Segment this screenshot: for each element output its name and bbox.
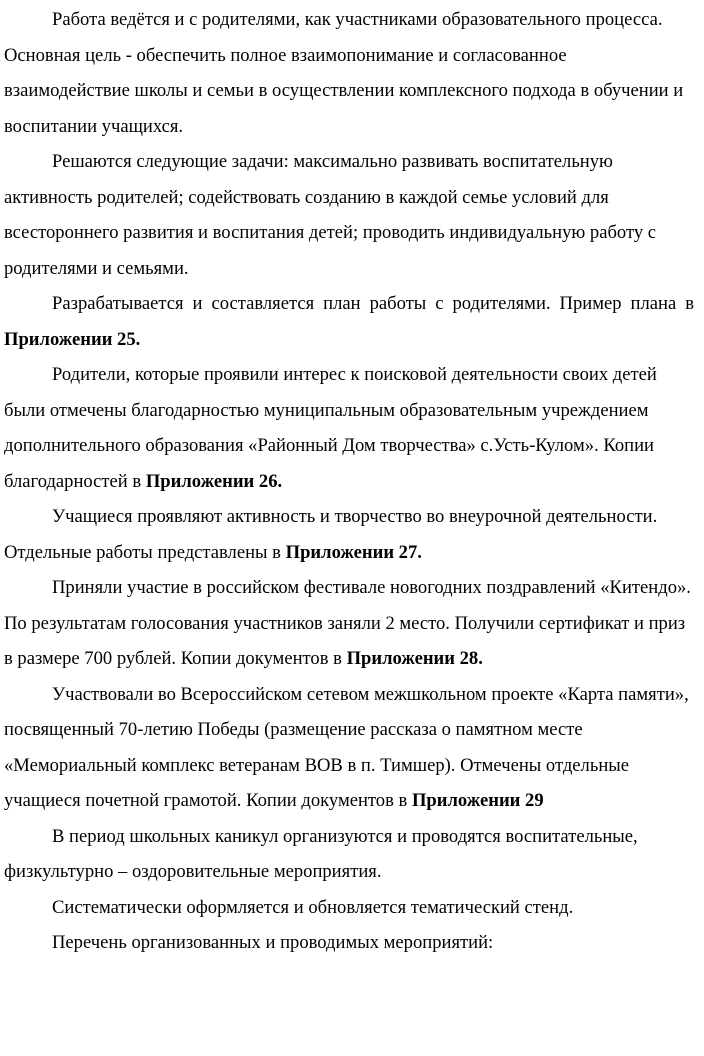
paragraph-events-list (4, 925, 694, 961)
paragraph-text: Разрабатывается и составляется план работы с родителями. Пример плана в (52, 293, 694, 314)
paragraph-text: Родители, которые проявили интерес к поисковой деятельности своих детей были отмечены благодарностью муниципальным образовательным учреждением дополнительного образования «Районный Дом творчества» с.Усть-Кулом». Копии благодарностей в (4, 364, 657, 492)
paragraph-memory-map-project (4, 677, 694, 819)
paragraph-extracurricular (4, 499, 694, 570)
paragraph-tasks (4, 144, 694, 286)
paragraph-text: Систематически оформляется и обновляется тематический стенд. (52, 896, 574, 918)
paragraph-text: Перечень организованных и проводимых мероприятий: (52, 932, 494, 953)
appendix-reference: Приложении 25. (4, 328, 141, 350)
paragraph-text: В период школьных каникул организуются и проводятся воспитательные, физкультурно – оздоровительные мероприятия. (4, 825, 638, 882)
paragraph-text: Работа ведётся и с родителями, как участниками образовательного процесса. Основная цель - обеспечить полное взаимопонимание и согласованное взаимодействие школы и семьи в осуществлении комплексного подхода в обучении и воспитании учащихся. (4, 9, 684, 137)
paragraph-text: Приняли участие в российском фестивале новогодних поздравлений «Китендо». По результатам голосования участников заняли 2 место. Получили сертификат и приз в размере 700 рублей. Копии документов в (4, 577, 691, 669)
paragraph-plan (4, 286, 694, 357)
appendix-reference: Приложении 29 (411, 790, 544, 811)
paragraph-parents-work (4, 2, 694, 144)
paragraph-text: Учащиеся проявляют активность и творчество во внеурочной деятельности. Отдельные работы представлены в (4, 506, 658, 563)
paragraph-stand (4, 890, 694, 926)
paragraph-gratitude (4, 357, 694, 499)
paragraph-text: Решаются следующие задачи: максимально развивать воспитательную активность родителей; содействовать созданию в каждой семье условий для всестороннего развития и воспитания детей; проводить индивидуальную работу с родителями и семьями. (4, 151, 657, 279)
paragraph-text: Участвовали во Всероссийском сетевом межшкольном проекте «Карта памяти», посвященный 70-летию Победы (размещение рассказа о памятном месте «Мемориальный комплекс ветеранам ВОВ в п. Тимшер). Отмечены отдельные учащиеся почетной грамотой. Копии документов в (4, 683, 689, 811)
appendix-reference: Приложении 27. (285, 541, 422, 563)
paragraph-holidays (4, 819, 694, 890)
document-page (4, 2, 694, 961)
appendix-reference: Приложении 26. (145, 470, 283, 492)
appendix-reference: Приложении 28. (346, 648, 483, 669)
paragraph-festival (4, 570, 694, 677)
